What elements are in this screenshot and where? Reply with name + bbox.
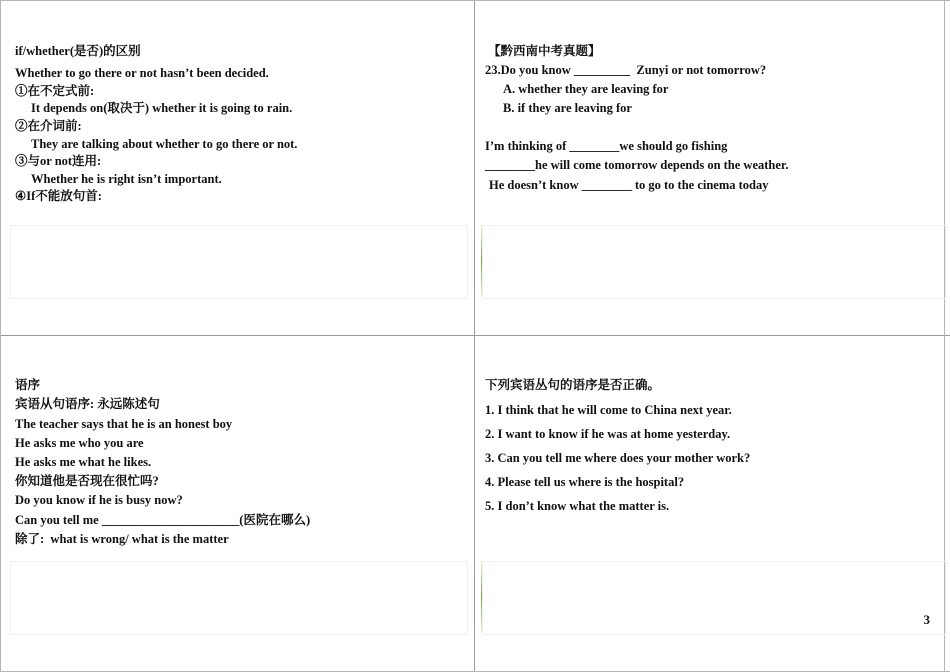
text-line: He asks me what he likes.	[15, 455, 152, 469]
text-line: 你知道他是否现在很忙吗?	[15, 474, 159, 488]
text-line: Do you know if he is busy now?	[15, 493, 183, 507]
exercise-item: 5. I don’t know what the matter is.	[485, 499, 670, 513]
text-line: The teacher says that he is an honest boy	[15, 417, 233, 431]
exercise-line: I’m thinking of ________we should go fishing	[485, 139, 728, 153]
slide-frame	[482, 561, 946, 635]
slide-frame	[10, 561, 468, 635]
slide-frame	[482, 225, 946, 299]
slide-title: if/whether(是否)的区别	[15, 44, 141, 58]
exercise-item: 1. I think that he will come to China next year.	[485, 403, 732, 417]
exercise-line: ________he will come tomorrow depends on the weather.	[485, 158, 789, 172]
text-line: 宾语从句语序: 永远陈述句	[15, 397, 160, 411]
page-number: 3	[923, 612, 930, 627]
exercise-item: 2. I want to know if he was at home yesterday.	[485, 427, 731, 441]
option-b: B. if they are leaving for	[503, 101, 632, 115]
slide-panel-exercise	[476, 336, 950, 672]
slide-frame	[10, 225, 468, 299]
text-line: ④If不能放句首:	[15, 189, 102, 203]
text-line: ③与or not连用:	[15, 154, 102, 168]
exercise-item: 3. Can you tell me where does your mother work?	[485, 451, 751, 465]
text-line: He asks me who you are	[15, 436, 144, 450]
text-line: Can you tell me ______________________(医院在哪么)	[15, 513, 311, 527]
text-line: ①在不定式前:	[15, 84, 95, 98]
slide-title: 下列宾语丛句的语序是否正确。	[485, 378, 661, 392]
text-line: It depends on(取决于) whether it is going to rain.	[31, 101, 293, 115]
slide-panel-exam-question	[476, 0, 950, 336]
slide-panel-if-whether	[0, 0, 476, 336]
exercise-line: He doesn’t know ________ to go to the cinema today	[489, 178, 769, 192]
slide-panel-word-order	[0, 336, 476, 672]
question-stem: 23.Do you know _________ Zunyi or not tomorrow?	[485, 63, 767, 77]
slide-title: 【黔西南中考真题】	[488, 44, 601, 58]
text-line: Whether to go there or not hasn’t been decided.	[15, 66, 269, 80]
option-a: A. whether they are leaving for	[503, 82, 669, 96]
text-line: Whether he is right isn’t important.	[31, 172, 222, 186]
text-line: ②在介词前:	[15, 119, 82, 133]
text-line: They are talking about whether to go there or not.	[31, 137, 298, 151]
slide-title: 语序	[15, 378, 41, 392]
exercise-item: 4. Please tell us where is the hospital?	[485, 475, 685, 489]
text-line: 除了: what is wrong/ what is the matter	[15, 532, 229, 546]
